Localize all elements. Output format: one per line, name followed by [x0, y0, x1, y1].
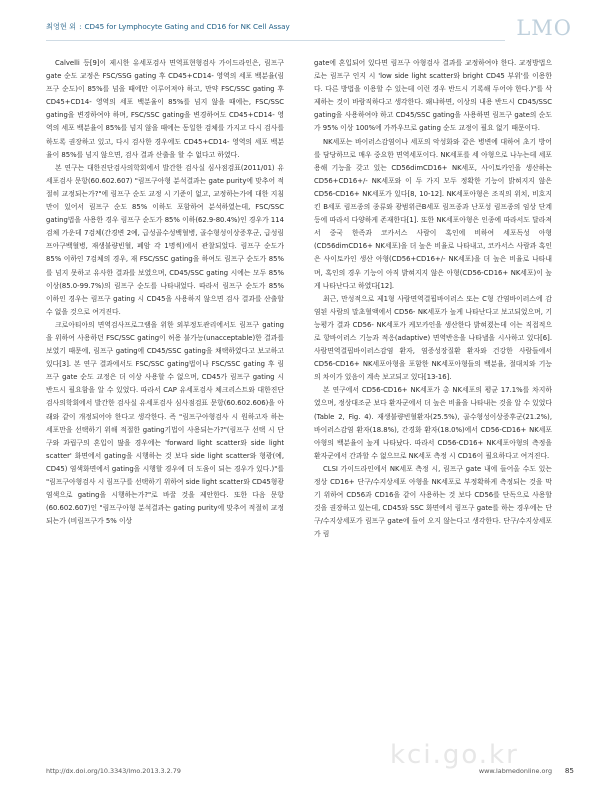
body-paragraph: Calvelli 등[9]이 제시한 유세포검사 면역표현형검사 가이드라인은, 림프구 gate 순도 교정은 FSC/SSG gating 후 CD45+CD14- 영역의 세포 백분율(림프구 순도)이 85%를 넘을 때에만 이루어져야 하고, 만약 FSC/SSC gating 후 CD45+CD14- 영역의 세포 백분율이 85%를 넘지 않을 때에는, FSC/SSC gating을 변경하여야 하며, FSC/SSC gating을 변경하여도 CD45+CD14- 영역의 세포 백분율이 85%를 넘지 않을 때에는 동일한 검체를 가지고 다시 검사를 하도록 권장하고 있고, 다시 검사한 경우에도 CD45+CD14- 영역의 세포 백분율이 85%를 넘지 않으면, 검사 결과 산출을 할 수 없다고 하였다. [46, 59, 284, 159]
body-paragraph: 최근, 만성적으로 제1형 사람면역결핍바이러스 또는 C형 간염바이러스에 감염된 사람의 말초혈액에서 CD56- NK세포가 높게 나타난다고 보고되었으며, 기능평가 결과 CD56- NK세포가 케모카인을 생산한다 밝혀졌는데 이는 직접적으로 항바이러스 기능과 적응(adaptive) 면역반응을 나타낼을 시사하고 있다[6]. 사람면역결핍바이러스감염 환자, 염증성장질환 환자와 건강한 사람들에서 CD56-CD16+ NK세포아형을 포함한 NK세포아형들의 백분율, 절대치와 기능의 차이가 있음이 계속 보고되고 있다[13-16]. [314, 294, 552, 382]
left-column [46, 57, 284, 757]
page-footer [46, 767, 574, 779]
body-paragraph: 본 연구에서 CD56-CD16+ NK세포가 총 NK세포의 평균 17.1%를 차지하였으며, 정상대조군 보다 환자군에서 더 높은 비율을 나타내는 것을 알 수 있었다(Table 2, Fig. 4). 재생불량빈혈환자(25.5%), 골수형성이상증후군(21.2%), 바이러스감염 환자(18.8%), 간경화 환자(18.0%)에서 CD56-CD16+ NK세포아형의 백분율이 높게 나타났다. 따라서 CD56-CD16+ NK세포아형의 측정을 환자군에서 간과할 수 없으므로 NK세포 측정 시 CD16이 필요하다고 여겨진다. [314, 386, 552, 460]
journal-logo: LMO [516, 16, 572, 40]
site-link[interactable]: www.labmedonline.org [478, 767, 552, 775]
doi-link[interactable]: http://dx.doi.org/10.3343/lmo.2013.3.2.79 [46, 767, 181, 775]
watermark: kci.go.kr [390, 740, 519, 770]
header-rule [46, 40, 505, 41]
running-article-title: CD45 for Lymphocyte Gating and CD16 for NK Cell Assay [84, 22, 290, 31]
body-paragraph: 본 연구는 대한진단검사의학회에서 발간한 검사실 심사점검표(2011/01) 유세포검사 문항(60.602.607) "림프구아형 분석결과는 gate purity에 맞추어 적절히 교정되는가?"에 림프구 순도 교정 시 기준이 없고, 교정하는가에 대한 지침만이 있어서 림프구 순도 85% 이하도 포함하여 분석하였는데, FSC/SSC gating법을 사용한 경우 림프구 순도가 85% 이하(62.9-80.4%)인 경우가 114검체 가운데 7검체(간경변 2예, 급성골수성백혈병, 골수형성이상증후군, 급성림프아구백혈병, 재생불량빈혈, 폐암 각 1명씩)에서 관찰되었다. 림프구 순도가 85% 이하인 7검체의 경우, 재 FSC/SSC gating을 하여도 림프구 순도가 85%를 넘지 못하고 유사한 결과를 보였으며, CD45/SSC gating 시에는 모두 85% 이상(85.0-99.7%)의 림프구 순도를 나타내었다. 따라서 림프구 순도가 85% 이하인 경우는 림프구 gating 시 CD45을 사용하지 않으면 검사 결과를 산출할 수 없을 것으로 여겨진다. [46, 163, 284, 316]
body-paragraph: CLSI 가이드라인에서 NK세포 측정 시, 림프구 gate 내에 들어올 수도 있는 정상 CD16+ 단구/수지상세포 아형을 NK세포로 부정확하게 측정되는 것을 막기 위하여 CD56과 CD16을 같이 사용하는 것 보다 CD56를 단독으로 사용할 것을 권장하고 있는데, CD45와 SSC 화면에서 림프구 gate를 하는 경우에는 단구/수지상세포가 림프구 gate에 들어 오지 않는다고 생각한다. 단구/수지상세포가 림 [314, 464, 552, 539]
body-paragraph: gate에 혼입되어 있다면 림프구 아형검사 결과를 교정하여야 한다. 교정방법으로는 림프구 인지 시 'low side light scatter와 bright CD45 부위'를 이용한다. 다른 방법을 이용할 수 있는데 이런 경우 반드시 기록해 두어야 한다.)"를 삭제하는 것이 바람직하다고 생각한다. 왜냐하면, 이상의 내용 반드시 CD45/SSC gating을 사용하여야 하고 CD45/SSC gating을 사용하면 림프구 gate의 순도가 95% 이상 100%에 가까우므로 gating 순도 교정이 필요 없기 때문이다. [314, 59, 552, 133]
running-author: 최영현 외 [46, 22, 77, 31]
body-paragraph: NK세포는 바이러스감염이나 세포의 악성화와 같은 병변에 대하여 초기 방어를 담당하므로 매우 중요한 면역세포이다. NK세포를 세 아형으로 나누는데 세포 용해 기능을 갖고 있는 CD56dimCD16+ NK세포, 사이토카인을 생산하는 CD56+CD16+/- NK세포와 이 두 가지 모두 정확한 기능이 밝혀지지 않은 CD56-CD16+ NK세포가 있다[8, 10-12]. NK세포아형은 조직의 위치, 비호지킨 B세포 림프종의 종류와 광범위큰B세포 림프종과 난포성 림프종의 임상 단계 등에 따라서 다양하게 존재한다[1]. 또한 NK세포아형은 인종에 따라서도 달라져서 중국 한족과 코카서스 사람이 혹인에 비하여 세포독성 아형(CD56dimCD16+ NK세포)을 더 높은 비율로 나타내고, 코카서스 사람과 혹인은 사이토카인 생산 아형(CD56+CD16+/- NK세포)을 더 높은 비율로 나타내며, 혹인의 경우 기능이 아직 밝혀지지 않은 아형(CD56-CD16+ NK세포)이 높게 나타난다고 하였다[12]. [314, 137, 552, 290]
right-column [314, 57, 552, 757]
running-title: 최영현 외 : CD45 for Lymphocyte Gating and CD16 for NK Cell Assay [46, 22, 290, 31]
body-paragraph: 크로아티아의 면역검사프로그램을 위한 외부정도관리에서도 림프구 gating을 위하여 사용하던 FSC/SSC gating이 허용 불가능(unacceptable)한 결과를 보였기 때문에, 림프구 gating에 CD45/SSC gating을 채택하였다고 보고하고 있다[3]. 본 연구 결과에서도 FSC/SSC gating법이나 FSC/SSC gating 후 림프구 gate 순도 교정은 더 이상 사용할 수 없으며, CD45가 림프구 gating 시 반드시 필요함을 알 수 있었다. 따라서 CAP 유세포검사 체크리스트와 대한진단검사의학회에서 발간한 검사실 유세포검사 심사점검표 문항(60.602.606)을 아래와 같이 개정되어야 한다고 생각한다. 즉 "림프구아형검사 시 원하고자 하는 세포만을 선택하기 위해 적절한 gating기법이 사용되는가?"(림프구 선택 시 단구와 과립구의 혼입이 많을 경우에는 'forward light scatter와 side light scatter' 화면에서 gating을 시행하는 것 보다 side light scatter와 형광(예, CD45) 염색화면에서 gating을 시행할 경우에 더 도움이 되는 경우가 있다.)"를 "림프구아형검사 시 림프구를 선택하기 위하여 side light scatter와 CD45형광염색으로 gating을 시행하는가?"로 바꿀 것을 제안한다. 또한 다음 문항(60.602.607)인 "림프구아형 분석결과는 gating purity에 맞추어 적절히 교정되는가 (비림프구가 5% 이상 [46, 320, 284, 526]
page-number: 85 [564, 766, 574, 775]
page-header [0, 0, 600, 50]
